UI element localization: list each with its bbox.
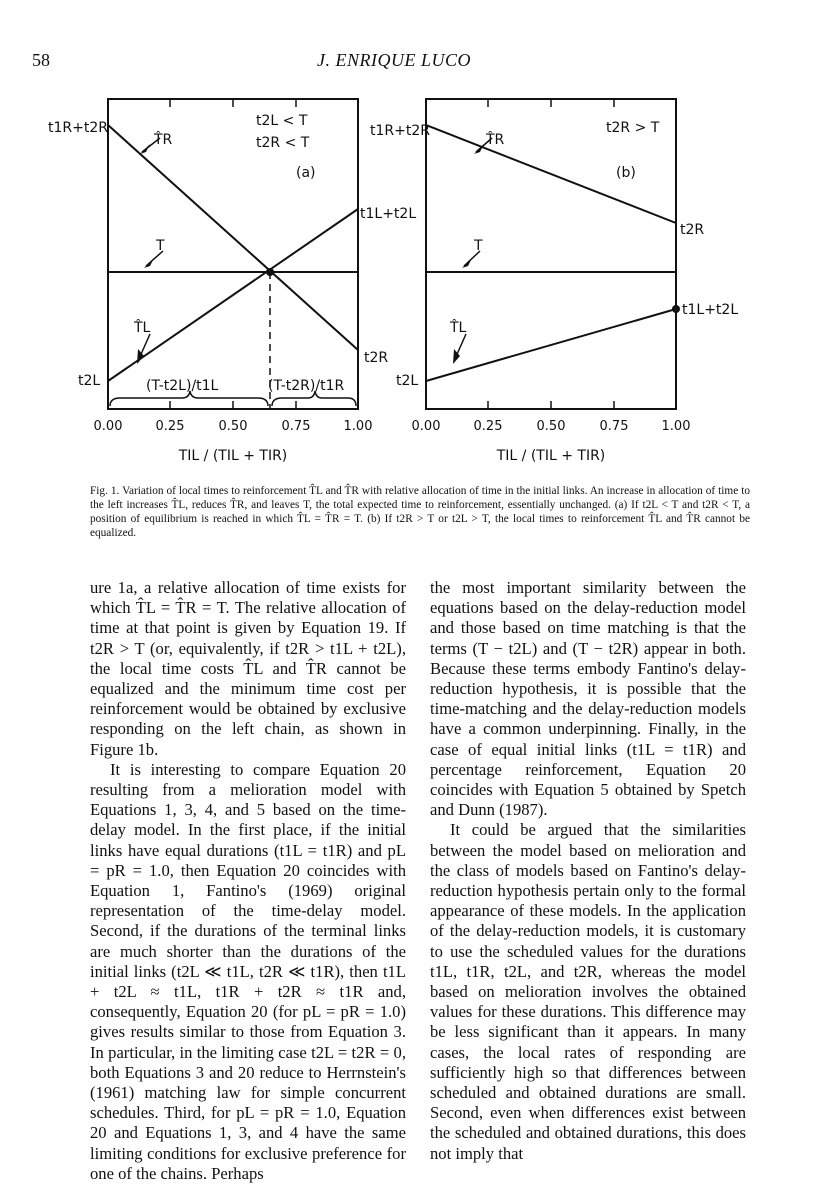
panel-b-xtick: 1.00 [661, 419, 691, 434]
panel-a-xtick: 0.50 [218, 419, 248, 434]
panel-b-tr-hat-line [426, 125, 676, 223]
paragraph: the most important similarity between the equations based on the delay-reduction model and those based on time matching is that the terms (T − t2L) and (T − t2R) appear in both. Because these terms embody Fantino's delay-reduction hypothesis, it is possible that the time-matching and the delay-reduction models have a common underpinning. Finally, in the case of equal initial links (t1L = t1R) and percentage reinforcement, Equation 20 coincides with Equation 5 obtained by Spetch and Dunn (1987). [430, 578, 746, 820]
panel-b-panel-label: (b) [616, 165, 636, 181]
panel-b-bottom-ticks [488, 401, 614, 409]
panel-b-left-bottom-label: t2L [396, 373, 419, 389]
running-head: J. ENRIQUE LUCO [317, 50, 471, 70]
panel-a-brace-right-label: (T-t2R)/t1R [268, 378, 345, 394]
panel-a-condition-2: t2R < T [256, 135, 310, 151]
panel-b-xtick: 0.50 [536, 419, 566, 434]
figure-caption: Fig. 1. Variation of local times to reinforcement T̂L and T̂R with relative allocation of time in the initial links. An increase in allocation of time to the left increases T̂L, reduces T̂R, and leaves T, the total expected time to reinforcement, essentially unchanged. (a) If t2L < T and t2R < T, a position of equilibrium is reached in which T̂L = T̂R = T. (b) If t2R > T or t2L > T, the local times to reinforcement T̂L and T̂R cannot be equalized. [90, 485, 750, 539]
panel-a-t-arrow [144, 258, 154, 268]
panel-a-top-ticks [170, 99, 296, 107]
paragraph: It could be argued that the similarities between the model based on melioration and the class of models based on Fantino's delay-reduction hypothesis pertain only to the formal appearance of these models. In the application of the delay-reduction models, it is customary to use the scheduled values for the durations t1L, t1R, t2L, and t2R, whereas the model based on melioration involves the obtained values for these durations. This difference may be less significant than it appears. In many cases, the local rates of responding are sufficiently high so that differences between scheduled and obtained durations are small. Second, even when differences exist between the scheduled and obtained durations, this does not imply that [430, 820, 746, 1163]
panel-b-tr-hat-label: T̂R [486, 132, 505, 148]
panel-b-xtick: 0.75 [599, 419, 629, 434]
panel-b-condition-1: t2R > T [606, 120, 660, 136]
panel-a-condition-1: t2L < T [256, 113, 308, 129]
panel-a-right-bottom-label: t2R [364, 350, 389, 366]
panel-a-xtick: 1.00 [343, 419, 373, 434]
panel-b-frame [426, 99, 676, 409]
panel-a-tl-hat-label: T̂L [134, 320, 151, 336]
panel-b-top-ticks [488, 99, 614, 107]
panel-a-xtick: 0.00 [93, 419, 123, 434]
panel-a-xtick: 0.25 [155, 419, 185, 434]
page-header [32, 50, 756, 76]
panel-a-right-top-label: t1L+t2L [360, 206, 417, 222]
panel-b-xtick: 0.25 [473, 419, 503, 434]
paragraph: It is interesting to compare Equation 20 resulting from a melioration model with Equations 1, 3, 4, and 5 based on the time-delay model. In the first place, if the initial links have equal durations (t1L = t1R) and pL = pR = 1.0, then Equation 20 coincides with Equation 1, Fantino's (1969) original representation of the time-delay model. Second, if the durations of the terminal links are much shorter than the durations of the initial links (t2L ≪ t1L, t2R ≪ t1R), then t1L + t2L ≈ t1L, t1R + t2R ≈ t1R and, consequently, Equation 20 (for pL = pR = 1.0) gives results similar to those from Equation 3. In particular, in the limiting case t2L = t2R = 0, both Equations 3 and 20 reduce to Herrnstein's (1961) matching law for simple concurrent schedules. Third, for pL = pR = 1.0, Equation 20 and Equations 1, 3, and 4 have the same limiting conditions for exclusive preference for one of the chains. Perhaps [90, 759, 406, 1183]
figure-1-plots [30, 80, 790, 480]
panel-b-tl-hat-label: T̂L [450, 320, 467, 336]
panel-a-frame [108, 99, 358, 409]
panel-b-right-bottom-label: t1L+t2L [682, 302, 739, 318]
panel-a [48, 99, 419, 464]
panel-a-tr-hat-label: T̂R [154, 132, 173, 148]
body-column-left [90, 578, 406, 1184]
page-number: 58 [32, 50, 50, 70]
panel-a-t-label: T [156, 238, 165, 254]
panel-a-left-bottom-label: t2L [78, 373, 101, 389]
panel-a-panel-label: (a) [296, 165, 316, 181]
panel-a-xtick: 0.75 [281, 419, 311, 434]
panel-b-endpoint [672, 305, 680, 313]
figure-1 [30, 80, 790, 480]
paragraph: ure 1a, a relative allocation of time exists for which T̂L = T̂R = T. The relative allocation of time at that point is given by Equation 19. If t2R > T (or, equivalently, if t2R > t1L + t2L), the local time costs T̂L and T̂R cannot be equalized and the minimum time cost per reinforcement would be obtained by exclusive responding on the left chain, as shown in Figure 1b. [90, 578, 406, 759]
panel-a-tr-arrow [140, 144, 150, 154]
panel-a-brace-left-label: (T-t2L)/t1L [146, 378, 219, 394]
panel-a-left-top-label: t1R+t2R [48, 120, 108, 136]
panel-b-x-axis-label: TIL / (TIL + TIR) [496, 448, 606, 464]
panel-b-right-top-label: t2R [680, 222, 705, 238]
panel-a-x-axis-label: TIL / (TIL + TIR) [178, 448, 288, 464]
panel-a-tl-hat-line [108, 209, 358, 381]
panel-b-xtick: 0.00 [411, 419, 441, 434]
panel-a-bottom-ticks [170, 401, 296, 409]
panel-b-left-top-label: t1R+t2R [370, 123, 430, 139]
body-column-right [430, 578, 746, 1164]
panel-a-tr-hat-line [108, 125, 358, 350]
panel-b [370, 99, 738, 464]
panel-b-t-label: T [474, 238, 483, 254]
panel-b-t-arrow [462, 258, 472, 268]
